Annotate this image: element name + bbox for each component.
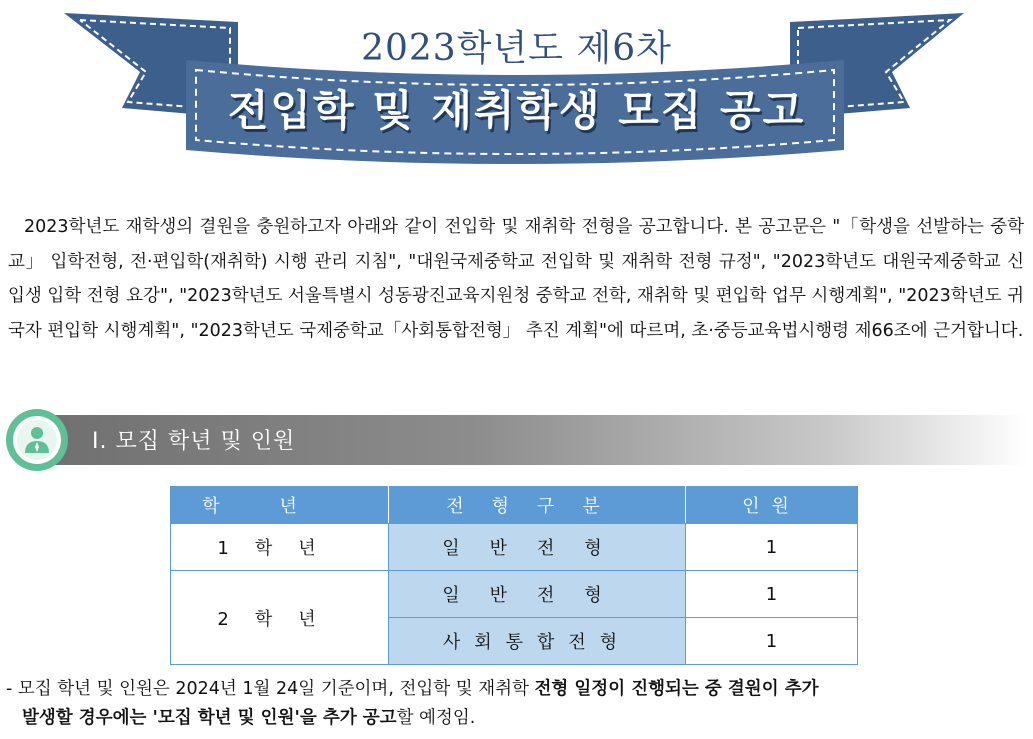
header-count: 인원 xyxy=(686,487,858,524)
note-line-1 xyxy=(6,675,1024,704)
table-row xyxy=(171,524,858,571)
grade-cell: 1학년 xyxy=(171,524,389,571)
note-prefix: - 모집 학년 및 인원은 2024년 1월 24일 기준이며, 전입학 및 재취학 xyxy=(6,679,535,699)
type-cell: 일반전형 xyxy=(389,524,686,571)
recruitment-table xyxy=(170,486,858,665)
note-suffix: 할 예정임. xyxy=(396,708,476,728)
person-icon xyxy=(4,407,70,473)
header-type: 전형구분 xyxy=(389,487,686,524)
type-cell: 일반전형 xyxy=(389,571,686,618)
section-title: I. 모집 학년 및 인원 xyxy=(92,429,296,454)
note-bold-1: 전형 일정이 진행되는 중 결원이 추가 xyxy=(534,679,819,699)
count-cell: 1 xyxy=(686,524,858,571)
intro-paragraph: 2023학년도 재학생의 결원을 충원하고자 아래와 같이 전입학 및 재취학 전형을 공고합니다. 본 공고문은 "「학생을 선발하는 중학교」 입학전형, 전·편입학(재취학) 시행 관리 지침", "대원국제중학교 전입학 및 재취학 전형 규정", "2023학년도 대원국제중학교 신입생 입학 전형 요강", "2023학년도 서울특별시 성동광진교육지원청 중학교 전학, 재취학 및 편입학 업무 시행계획", "2023학년도 귀국자 편입학 시행계획", "2023학년도 국제중학교「사회통합전형」 추진 계획"에 따르며, 초·중등교육법시행령 제66조에 근거합니다. xyxy=(8,217,1024,341)
note-bold-2: 발생할 경우에는 '모집 학년 및 인원'을 추가 공고 xyxy=(22,708,397,728)
header-grade: 학년 xyxy=(171,487,389,524)
count-cell: 1 xyxy=(686,571,858,618)
announcement-banner xyxy=(0,0,1033,175)
table-header-row xyxy=(171,487,858,524)
table-row xyxy=(171,571,858,618)
recruitment-note xyxy=(6,675,1024,733)
count-cell: 1 xyxy=(686,618,858,665)
banner-subtitle: 2023학년도 제6차 xyxy=(361,28,672,69)
type-cell: 사회통합전형 xyxy=(389,618,686,665)
note-line-2 xyxy=(6,704,1024,733)
grade-cell: 2학년 xyxy=(171,571,389,665)
section-header xyxy=(0,407,1033,473)
banner-title: 전입학 및 재취학생 모집 공고 xyxy=(227,86,806,135)
